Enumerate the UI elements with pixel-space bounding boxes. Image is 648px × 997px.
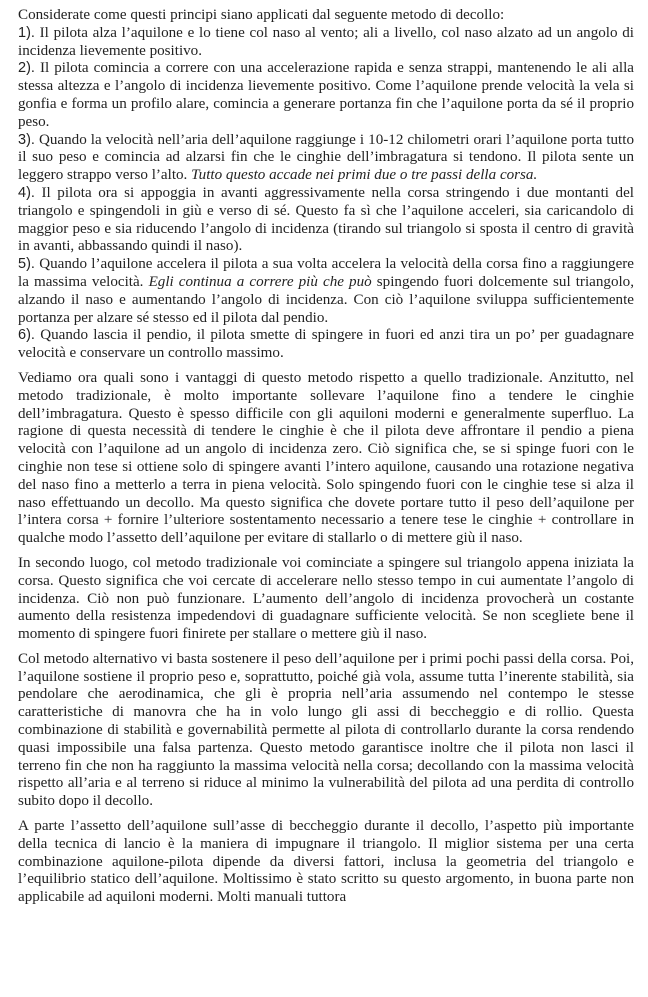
step-5	[18, 256, 634, 327]
step-5-italic: Egli continua a correre più che può	[148, 273, 372, 290]
step-1	[18, 25, 634, 61]
step-4	[18, 185, 634, 256]
intro-text: Considerate come questi principi siano applicati dal seguente metodo di decollo:	[18, 7, 505, 23]
step-2-text: Il pilota comincia a correre con una accelerazione rapida e senza strappi, mantenendo le ali alla stessa altezza e l’angolo di incidenza lievemente positivo. Come l’aquilone prende velocità la vela si gonfia e forma un profilo alare, comincia a generare portanza fin che l’aquilone porta da sé il proprio peso.	[18, 60, 634, 130]
paragraph-second-point: In secondo luogo, col metodo tradizionale voi cominciate a spingere sul triangolo appena iniziata la corsa. Questo significa che voi cercate di accelerare nello stesso tempo in cui aumentate l’angolo di incidenza. Ciò non può funzionare. L’aumento dell’angolo di incidenza provocherà un costante aumento della resistenza impedendovi di guadagnare sufficiente velocità. Se non scegliete bene il momento di spingere fuori finirete per stallare o mettere giù il naso.	[18, 554, 634, 643]
paragraph-alternative-method: Col metodo alternativo vi basta sostenere il peso dell’aquilone per i primi pochi passi della corsa. Poi, l’aquilone sostiene il proprio peso e, soprattutto, poiché già vola, assume tutta l’inerente stabilità, sia pendolare che aerodinamica, che gli è propria nell’aria assumendo nel contempo le stesse caratteristiche di manovra che ha in volo lungo gli assi di beccheggio e di rollio. Questa combinazione di stabilità e governabilità permette al pilota di controllarlo durante la corsa rendendo quasi impossibile una falsa partenza. Questo metodo garantisce inoltre che il pilota non lasci il terreno fin che non ha raggiunto la massima velocità nella corsa; decollando con la massima velocità rispetto all’aria e al terreno si riduce al minimo la vulnerabilità del pilota ad una perdita di controllo subito dopo il decollo.	[18, 650, 634, 810]
step-2	[18, 60, 634, 131]
step-5-text-after: spingendo fuori dolcemente sul triangolo, alzando il naso e aumentando l’angolo di incidenza. Con ciò l’aquilone sviluppa sufficientemente portanza per alzare sé stesso ed il pilota dal pendio.	[18, 273, 635, 326]
paragraph-grip: A parte l’assetto dell’aquilone sull’asse di beccheggio durante il decollo, l’aspetto più importante della tecnica di lancio è la maniera di impugnare il triangolo. Il miglior sistema per una certa combinazione aquilone-pilota dipende da diversi fattori, inclusa la geometria del triangolo e l’equilibrio statico dell’aquilone. Moltissimo è stato scritto su questo argomento, in buona parte non applicabile ad aquiloni moderni. Molti manuali tuttora	[18, 818, 634, 906]
step-3	[18, 132, 634, 185]
step-3-text: Quando la velocità nell’aria dell’aquilone raggiunge i 10-12 chilometri orari l’aquilone porta tutto il suo peso e comincia ad alzarsi fin che le cinghie dell’imbragatura si tendono. Il pilota sente un leggero strappo verso l’alto.	[18, 131, 634, 184]
step-6	[18, 327, 634, 363]
step-1-number: 1).	[18, 24, 35, 41]
step-5-number: 5).	[18, 256, 35, 273]
step-3-number: 3).	[18, 131, 35, 148]
step-6-text: Quando lascia il pendio, il pilota smette di spingere in fuori ed anzi tira un po’ per guadagnare velocità e conservare un controllo massimo.	[18, 327, 634, 362]
paragraph-advantages: Vediamo ora quali sono i vantaggi di questo metodo rispetto a quello tradizionale. Anzitutto, nel metodo tradizionale, è molto importante sollevare l’aquilone fino a tendere le cinghie dell’imbragatura. Questo è spesso difficile con gli aquiloni moderni e generalmente superfluo. La ragione di questa necessità di tendere le cinghie è che il pilota deve affrontare il pendio a piena velocità con l’aquilone ad un angolo di incidenza zero. Ciò significa che, se si spinge fuori con le cinghie non tese si ottiene solo di spingere avanti l’intero aquilone, causando una rotazione negativa del naso fino a metterlo a terra in piena velocità. Solo spingendo fuori con le cinghie tese si alza il naso effettuando un decollo. Ma questo significa che dovete portare tutto il peso dell’aquilone per l’intera corsa + fornire l’ulteriore sostentamento necessario a tenere tese le cinghie + controllare in qualche modo l’assetto dell’aquilone per evitare di stallarlo o di mettere giù il naso.	[18, 369, 634, 547]
step-6-number: 6).	[18, 327, 35, 344]
step-5-text: Quando l’aquilone accelera il pilota a sua volta accelera la velocità della corsa fino a raggiungere la massima velocità.	[18, 256, 634, 290]
step-4-number: 4).	[18, 184, 35, 201]
step-3-italic: Tutto questo accade nei primi due o tre passi della corsa.	[191, 167, 538, 184]
step-2-number: 2).	[18, 60, 35, 77]
step-1-text: Il pilota alza l’aquilone e lo tiene col naso al vento; ali a livello, col naso alzato ad un angolo di incidenza lievemente positivo.	[18, 24, 634, 59]
steps-list	[18, 25, 634, 363]
step-4-text: Il pilota ora si appoggia in avanti aggressivamente nella corsa stringendo i due montanti del triangolo e spingendoli in giù e verso di sé. Questo fa sì che l’aquilone acceleri, sia caricandolo di maggior peso e sia riducendo l’angolo di incidenza (tirando sul triangolo si sposta il centro di gravità in avanti, abbassando quindi il naso).	[18, 184, 634, 255]
